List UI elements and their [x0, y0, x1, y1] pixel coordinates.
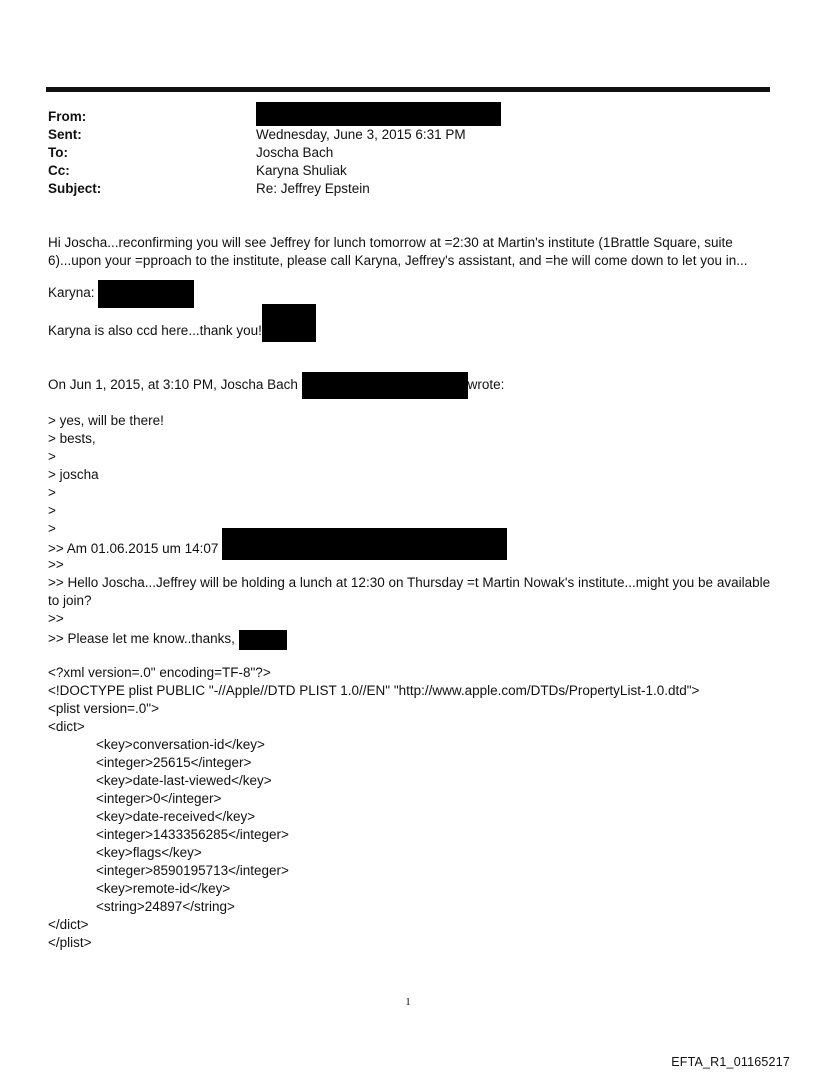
sent-value: Wednesday, June 3, 2015 6:31 PM	[256, 127, 466, 142]
quote-line	[48, 630, 287, 650]
document-id: EFTA_R1_01165217	[671, 1055, 790, 1069]
quote-line: >	[48, 449, 56, 464]
plist-line: <integer>8590195713</integer>	[96, 863, 289, 878]
quote-line: >	[48, 485, 56, 500]
redaction-block	[302, 372, 468, 399]
quote-intro	[48, 376, 504, 399]
redaction-block	[222, 528, 507, 560]
to-row	[48, 144, 501, 162]
plist-line: <!DOCTYPE plist PUBLIC "-//Apple//DTD PLIST 1.0//EN" "http://www.apple.com/DTDs/PropertyList-1.0.dtd">	[48, 683, 700, 698]
quote-line: >	[48, 503, 56, 518]
redaction-block	[98, 280, 194, 308]
cc-label: Cc:	[48, 163, 70, 178]
header-rule	[46, 87, 770, 92]
plist-line: <key>date-last-viewed</key>	[96, 773, 272, 788]
to-value: Joscha Bach	[256, 145, 334, 160]
quote-sign-off: >> Please let me know..thanks,	[48, 631, 235, 646]
quote-line: >	[48, 521, 56, 536]
page-number: 1	[405, 996, 411, 1008]
quote-intro-text: On Jun 1, 2015, at 3:10 PM, Joscha Bach	[48, 377, 298, 392]
plist-line: <dict>	[48, 719, 85, 734]
ccd-line	[48, 322, 316, 342]
subject-row	[48, 180, 501, 198]
quote-line: >>	[48, 611, 64, 626]
plist-line: <key>flags</key>	[96, 845, 202, 860]
plist-line: <key>date-received</key>	[96, 809, 256, 824]
redaction-block	[262, 304, 316, 342]
quote-line	[48, 540, 507, 560]
sent-row	[48, 126, 501, 144]
plist-line: <string>24897</string>	[96, 899, 235, 914]
plist-line: <key>conversation-id</key>	[96, 737, 265, 752]
redaction-block	[239, 630, 287, 650]
plist-line: <plist version=.0">	[48, 701, 159, 716]
subject-value: Re: Jeffrey Epstein	[256, 181, 370, 196]
quote-line: > joscha	[48, 467, 99, 482]
quote-paragraph: >> Hello Joscha...Jeffrey will be holding a lunch at 12:30 on Thursday =t Martin Nowak's institute...might you be available to join?	[48, 575, 771, 608]
cc-row	[48, 162, 501, 180]
quote-line: > yes, will be there!	[48, 413, 164, 428]
ccd-text: Karyna is also ccd here...thank you!	[48, 323, 262, 338]
karyna-label: Karyna:	[48, 285, 95, 300]
karyna-line	[48, 284, 194, 308]
quote-line: >>	[48, 557, 64, 572]
plist-line: </dict>	[48, 917, 89, 932]
plist-line: <integer>0</integer>	[96, 791, 222, 806]
body-paragraph: Hi Joscha...reconfirming you will see Jeffrey for lunch tomorrow at =2:30 at Martin's institute (1Brattle Square, suite 6)...upon your =pproach to the institute, please call Karyna, Jeffrey's assistant, and =he will come down to let you in...	[48, 235, 748, 268]
plist-line: <integer>1433356285</integer>	[96, 827, 289, 842]
email-header	[48, 108, 501, 198]
subject-label: Subject:	[48, 181, 102, 196]
plist-line: <key>remote-id</key>	[96, 881, 231, 896]
cc-value: Karyna Shuliak	[256, 163, 347, 178]
redaction-block	[256, 102, 501, 126]
quote-date-text: >> Am 01.06.2015 um 14:07	[48, 541, 219, 556]
from-row	[48, 108, 501, 126]
plist-line: </plist>	[48, 935, 92, 950]
plist-line: <?xml version=.0" encoding=TF-8"?>	[48, 665, 271, 680]
quote-intro-wrote: wrote:	[467, 377, 505, 392]
sent-label: Sent:	[48, 127, 82, 142]
from-label: From:	[48, 109, 87, 124]
quote-line: > bests,	[48, 431, 96, 446]
plist-line: <integer>25615</integer>	[96, 755, 252, 770]
to-label: To:	[48, 145, 68, 160]
